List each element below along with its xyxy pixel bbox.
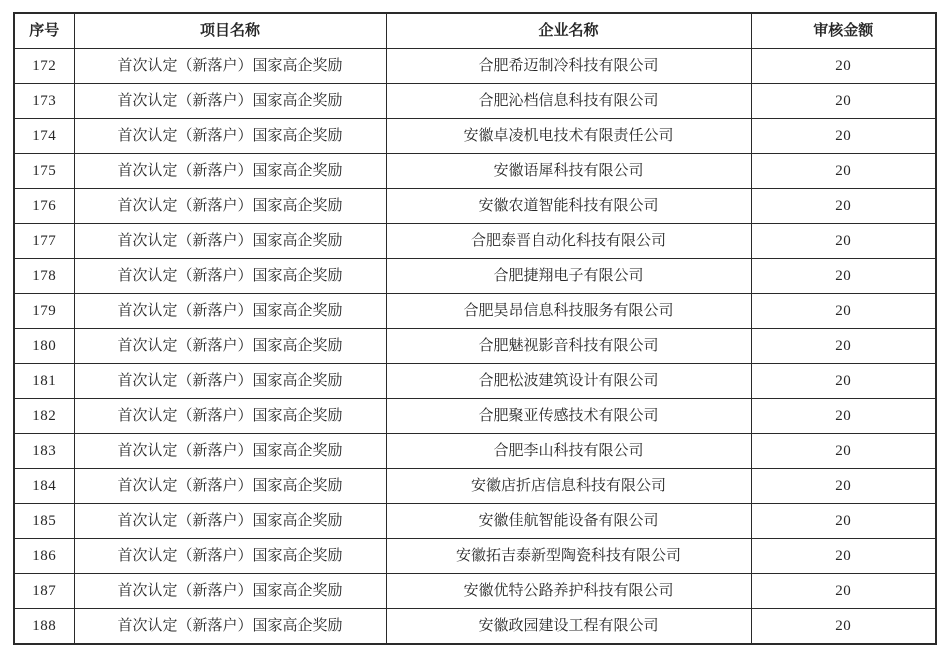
cell-serial: 174 xyxy=(14,119,74,154)
cell-project: 首次认定（新落户）国家高企奖励 xyxy=(74,504,386,539)
cell-project: 首次认定（新落户）国家高企奖励 xyxy=(74,49,386,84)
cell-amount: 20 xyxy=(751,294,936,329)
table-row xyxy=(14,329,936,364)
cell-serial: 178 xyxy=(14,259,74,294)
cell-company: 安徽佳航智能设备有限公司 xyxy=(386,504,751,539)
cell-amount: 20 xyxy=(751,469,936,504)
cell-project: 首次认定（新落户）国家高企奖励 xyxy=(74,574,386,609)
award-table xyxy=(13,12,937,645)
table-row xyxy=(14,119,936,154)
cell-amount: 20 xyxy=(751,574,936,609)
cell-company: 合肥魅视影音科技有限公司 xyxy=(386,329,751,364)
table-row xyxy=(14,189,936,224)
cell-amount: 20 xyxy=(751,504,936,539)
cell-company: 安徽优特公路养护科技有限公司 xyxy=(386,574,751,609)
cell-amount: 20 xyxy=(751,259,936,294)
cell-company: 安徽农道智能科技有限公司 xyxy=(386,189,751,224)
cell-project: 首次认定（新落户）国家高企奖励 xyxy=(74,364,386,399)
table-body xyxy=(14,49,936,645)
cell-project: 首次认定（新落户）国家高企奖励 xyxy=(74,399,386,434)
header-amount: 审核金额 xyxy=(751,13,936,49)
cell-project: 首次认定（新落户）国家高企奖励 xyxy=(74,294,386,329)
table-header xyxy=(14,13,936,49)
table-row xyxy=(14,399,936,434)
cell-serial: 177 xyxy=(14,224,74,259)
cell-amount: 20 xyxy=(751,434,936,469)
cell-amount: 20 xyxy=(751,364,936,399)
header-row xyxy=(14,13,936,49)
table-row xyxy=(14,469,936,504)
cell-project: 首次认定（新落户）国家高企奖励 xyxy=(74,154,386,189)
cell-amount: 20 xyxy=(751,224,936,259)
cell-serial: 181 xyxy=(14,364,74,399)
cell-project: 首次认定（新落户）国家高企奖励 xyxy=(74,84,386,119)
cell-project: 首次认定（新落户）国家高企奖励 xyxy=(74,259,386,294)
award-table-container xyxy=(13,12,937,645)
cell-company: 合肥捷翔电子有限公司 xyxy=(386,259,751,294)
cell-company: 安徽店折店信息科技有限公司 xyxy=(386,469,751,504)
cell-project: 首次认定（新落户）国家高企奖励 xyxy=(74,469,386,504)
cell-serial: 186 xyxy=(14,539,74,574)
header-project: 项目名称 xyxy=(74,13,386,49)
cell-company: 安徽语犀科技有限公司 xyxy=(386,154,751,189)
table-row xyxy=(14,294,936,329)
header-serial: 序号 xyxy=(14,13,74,49)
cell-project: 首次认定（新落户）国家高企奖励 xyxy=(74,609,386,645)
cell-project: 首次认定（新落户）国家高企奖励 xyxy=(74,539,386,574)
cell-serial: 185 xyxy=(14,504,74,539)
table-row xyxy=(14,154,936,189)
cell-serial: 188 xyxy=(14,609,74,645)
cell-company: 合肥泰晋自动化科技有限公司 xyxy=(386,224,751,259)
cell-company: 安徽拓吉泰新型陶瓷科技有限公司 xyxy=(386,539,751,574)
cell-amount: 20 xyxy=(751,84,936,119)
cell-company: 合肥李山科技有限公司 xyxy=(386,434,751,469)
header-company: 企业名称 xyxy=(386,13,751,49)
table-row xyxy=(14,434,936,469)
cell-project: 首次认定（新落户）国家高企奖励 xyxy=(74,224,386,259)
table-row xyxy=(14,539,936,574)
cell-amount: 20 xyxy=(751,49,936,84)
cell-serial: 172 xyxy=(14,49,74,84)
table-row xyxy=(14,224,936,259)
cell-company: 安徽政园建设工程有限公司 xyxy=(386,609,751,645)
table-row xyxy=(14,504,936,539)
cell-project: 首次认定（新落户）国家高企奖励 xyxy=(74,189,386,224)
table-row xyxy=(14,49,936,84)
cell-amount: 20 xyxy=(751,154,936,189)
cell-company: 合肥昊昂信息科技服务有限公司 xyxy=(386,294,751,329)
cell-amount: 20 xyxy=(751,119,936,154)
cell-serial: 173 xyxy=(14,84,74,119)
cell-serial: 182 xyxy=(14,399,74,434)
cell-serial: 183 xyxy=(14,434,74,469)
cell-project: 首次认定（新落户）国家高企奖励 xyxy=(74,329,386,364)
table-row xyxy=(14,609,936,645)
cell-serial: 180 xyxy=(14,329,74,364)
cell-serial: 175 xyxy=(14,154,74,189)
cell-project: 首次认定（新落户）国家高企奖励 xyxy=(74,434,386,469)
cell-company: 合肥聚亚传感技术有限公司 xyxy=(386,399,751,434)
cell-company: 合肥希迈制冷科技有限公司 xyxy=(386,49,751,84)
cell-company: 合肥沁档信息科技有限公司 xyxy=(386,84,751,119)
cell-company: 安徽卓凌机电技术有限责任公司 xyxy=(386,119,751,154)
cell-amount: 20 xyxy=(751,609,936,645)
table-row xyxy=(14,364,936,399)
cell-company: 合肥松波建筑设计有限公司 xyxy=(386,364,751,399)
table-row xyxy=(14,574,936,609)
cell-serial: 187 xyxy=(14,574,74,609)
cell-serial: 184 xyxy=(14,469,74,504)
cell-amount: 20 xyxy=(751,399,936,434)
table-row xyxy=(14,259,936,294)
cell-serial: 179 xyxy=(14,294,74,329)
cell-serial: 176 xyxy=(14,189,74,224)
cell-amount: 20 xyxy=(751,329,936,364)
cell-project: 首次认定（新落户）国家高企奖励 xyxy=(74,119,386,154)
table-row xyxy=(14,84,936,119)
cell-amount: 20 xyxy=(751,189,936,224)
cell-amount: 20 xyxy=(751,539,936,574)
